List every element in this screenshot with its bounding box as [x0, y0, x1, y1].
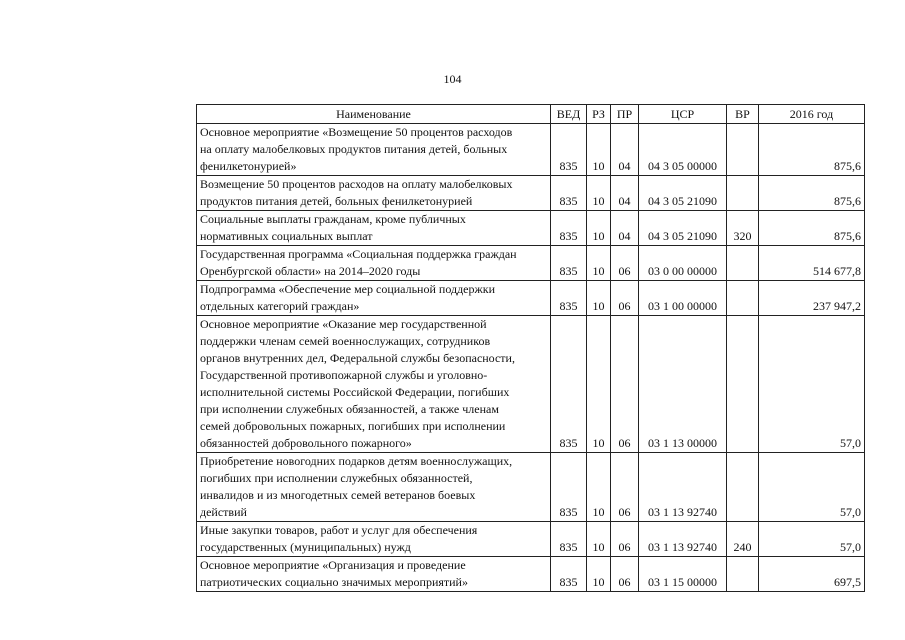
row-name-line: действий: [200, 505, 247, 519]
row-name-line: Иные закупки товаров, работ и услуг для обеспечения: [200, 523, 478, 537]
row-amount: 697,5: [759, 557, 865, 592]
table-row: [197, 211, 865, 246]
row-name-line: поддержки членам семей военнослужащих, сотрудников: [200, 334, 491, 348]
row-name-line: продуктов питания детей, больных фенилкетонурией: [200, 194, 473, 208]
row-pr: 04: [611, 176, 639, 211]
row-vr: [727, 246, 759, 281]
row-name-line: исполнительной системы Российской Федерации, погибших: [200, 385, 510, 399]
row-rz: 10: [587, 246, 611, 281]
budget-table: [196, 104, 865, 592]
row-vr: [727, 316, 759, 453]
row-name-line: Социальные выплаты гражданам, кроме публичных: [200, 212, 466, 226]
row-name-line: Государственной противопожарной службы и уголовно-: [200, 368, 488, 382]
row-name-line: Государственная программа «Социальная поддержка граждан: [200, 247, 517, 261]
row-name-line: Основное мероприятие «Организация и проведение: [200, 558, 466, 572]
row-amount: 57,0: [759, 316, 865, 453]
table-row: [197, 246, 865, 281]
row-name-line: органов внутренних дел, Федеральной службы безопасности,: [200, 351, 515, 365]
row-name: [197, 176, 551, 211]
row-pr: 06: [611, 557, 639, 592]
table-header-row: [197, 105, 865, 124]
row-csr: 03 1 00 00000: [639, 281, 727, 316]
row-csr: 04 3 05 21090: [639, 176, 727, 211]
row-ved: 835: [551, 124, 587, 176]
row-pr: 04: [611, 211, 639, 246]
row-rz: 10: [587, 281, 611, 316]
row-name-line: Основное мероприятие «Оказание мер государственной: [200, 317, 487, 331]
row-name: [197, 453, 551, 522]
row-name: [197, 211, 551, 246]
row-vr: 240: [727, 522, 759, 557]
row-ved: 835: [551, 453, 587, 522]
row-ved: 835: [551, 246, 587, 281]
row-csr: 03 1 15 00000: [639, 557, 727, 592]
row-csr: 03 1 13 92740: [639, 522, 727, 557]
header-csr: ЦСР: [639, 105, 727, 124]
row-csr: 04 3 05 00000: [639, 124, 727, 176]
row-pr: 06: [611, 453, 639, 522]
row-amount: 514 677,8: [759, 246, 865, 281]
row-amount: 875,6: [759, 211, 865, 246]
row-pr: 04: [611, 124, 639, 176]
row-ved: 835: [551, 522, 587, 557]
row-name: [197, 316, 551, 453]
row-name-line: семей добровольных пожарных, погибших при исполнении: [200, 419, 506, 433]
row-vr: 320: [727, 211, 759, 246]
row-name-line: нормативных социальных выплат: [200, 229, 373, 243]
header-rz: РЗ: [587, 105, 611, 124]
row-ved: 835: [551, 281, 587, 316]
table-row: [197, 557, 865, 592]
table-row: [197, 453, 865, 522]
row-name-line: Приобретение новогодних подарков детям военнослужащих,: [200, 454, 513, 468]
row-rz: 10: [587, 124, 611, 176]
row-pr: 06: [611, 522, 639, 557]
row-amount: 237 947,2: [759, 281, 865, 316]
row-name-line: погибших при исполнении служебных обязанностей,: [200, 471, 473, 485]
table-row: [197, 124, 865, 176]
row-rz: 10: [587, 211, 611, 246]
table-row: [197, 316, 865, 453]
header-ved: ВЕД: [551, 105, 587, 124]
row-name: [197, 281, 551, 316]
row-rz: 10: [587, 522, 611, 557]
page-number: 104: [443, 72, 462, 86]
row-name-line: фенилкетонурией»: [200, 159, 297, 173]
row-amount: 57,0: [759, 453, 865, 522]
row-rz: 10: [587, 316, 611, 453]
header-vr: ВР: [727, 105, 759, 124]
row-name-line: патриотических социально значимых мероприятий»: [200, 575, 468, 589]
row-ved: 835: [551, 176, 587, 211]
table-row: [197, 522, 865, 557]
row-name-line: обязанностей добровольного пожарного»: [200, 436, 412, 450]
row-name: [197, 522, 551, 557]
row-vr: [727, 281, 759, 316]
row-ved: 835: [551, 211, 587, 246]
row-name-line: Оренбургской области» на 2014–2020 годы: [200, 264, 421, 278]
row-name-line: Подпрограмма «Обеспечение мер социальной поддержки: [200, 282, 496, 296]
row-name: [197, 557, 551, 592]
table-row: [197, 176, 865, 211]
row-rz: 10: [587, 557, 611, 592]
row-pr: 06: [611, 281, 639, 316]
row-name: [197, 124, 551, 176]
row-rz: 10: [587, 176, 611, 211]
row-amount: 875,6: [759, 176, 865, 211]
header-pr: ПР: [611, 105, 639, 124]
table-row: [197, 281, 865, 316]
row-name-line: Возмещение 50 процентов расходов на оплату малобелковых: [200, 177, 513, 191]
row-name-line: государственных (муниципальных) нужд: [200, 540, 411, 554]
row-ved: 835: [551, 557, 587, 592]
row-csr: 04 3 05 21090: [639, 211, 727, 246]
row-ved: 835: [551, 316, 587, 453]
row-amount: 875,6: [759, 124, 865, 176]
row-vr: [727, 124, 759, 176]
row-pr: 06: [611, 246, 639, 281]
row-name-line: при исполнении служебных обязанностей, а также членам: [200, 402, 499, 416]
row-name-line: инвалидов и из многодетных семей ветеранов боевых: [200, 488, 476, 502]
row-amount: 57,0: [759, 522, 865, 557]
header-year: 2016 год: [759, 105, 865, 124]
row-vr: [727, 176, 759, 211]
header-name: Наименование: [197, 105, 551, 124]
row-vr: [727, 453, 759, 522]
row-csr: 03 0 00 00000: [639, 246, 727, 281]
table-body: [197, 124, 865, 592]
row-csr: 03 1 13 00000: [639, 316, 727, 453]
row-name-line: отдельных категорий граждан»: [200, 299, 360, 313]
row-csr: 03 1 13 92740: [639, 453, 727, 522]
row-rz: 10: [587, 453, 611, 522]
row-pr: 06: [611, 316, 639, 453]
row-name-line: на оплату малобелковых продуктов питания детей, больных: [200, 142, 508, 156]
row-vr: [727, 557, 759, 592]
row-name-line: Основное мероприятие «Возмещение 50 процентов расходов: [200, 125, 513, 139]
row-name: [197, 246, 551, 281]
